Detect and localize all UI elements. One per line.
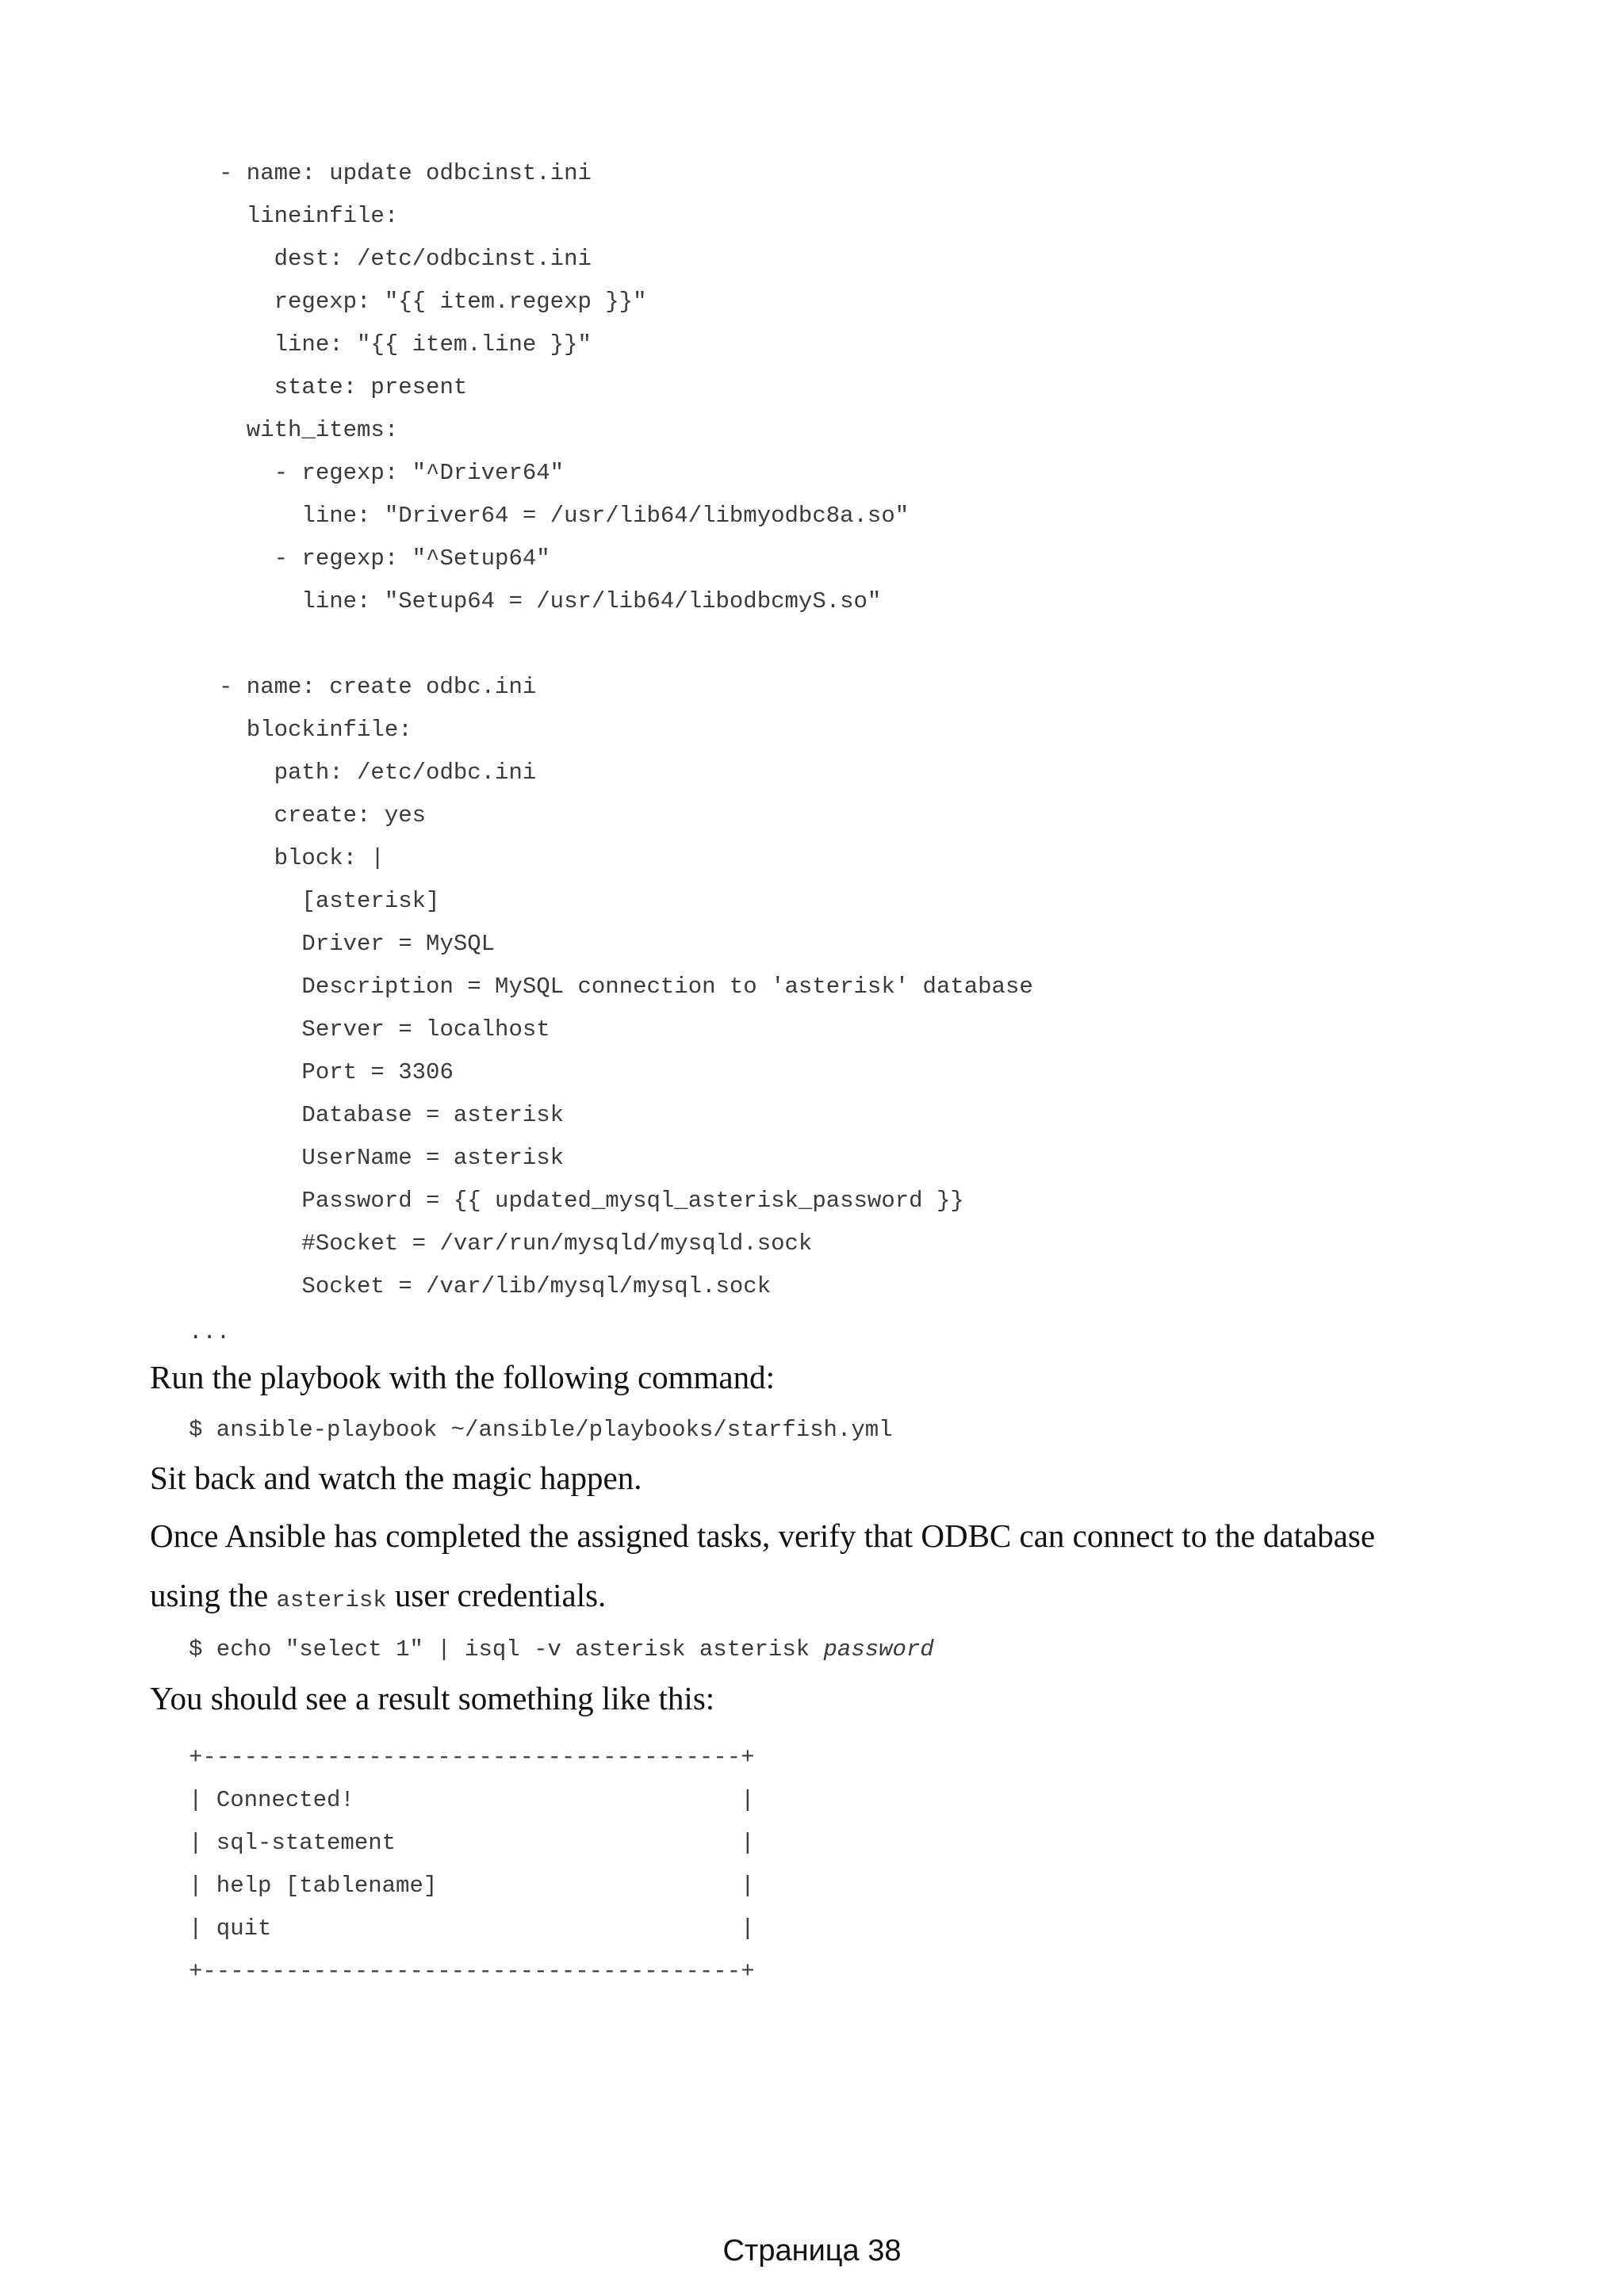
code-line: Driver = MySQL [219,931,496,957]
ansible-code-block [219,152,1033,1308]
page-number-footer: Страница 38 [722,2234,902,2267]
verify-prefix: using the [150,1577,277,1613]
code-line: blockinfile: [219,717,412,743]
result-line: | help [tablename] | [189,1873,755,1899]
isql-command-text: $ echo "select 1" | isql -v asterisk asterisk [189,1636,824,1663]
code-line: - name: update odbcinst.ini [219,160,592,186]
result-paragraph: You should see a result something like this: [150,1680,715,1716]
code-line: block: | [219,845,385,871]
result-line: | quit | [189,1915,755,1942]
code-line: state: present [219,374,468,400]
code-line [219,623,1033,666]
result-line: | sql-statement | [189,1830,755,1856]
code-line: line: "Driver64 = /usr/lib64/libmyodbc8a.so" [219,503,910,529]
code-line: UserName = asterisk [219,1145,565,1171]
verify-paragraph-line-1: Once Ansible has completed the assigned tasks, verify that ODBC can connect to the database [150,1517,1376,1554]
code-line: line: "Setup64 = /usr/lib64/libodbcmyS.so" [219,588,882,614]
code-line: regexp: "{{ item.regexp }}" [219,289,647,315]
sit-back-paragraph: Sit back and watch the magic happen. [150,1460,642,1496]
isql-command [189,1636,934,1663]
result-line: | Connected! | [189,1787,755,1813]
asterisk-inline-code: asterisk [276,1587,387,1613]
code-line: - regexp: "^Driver64" [219,460,565,486]
result-line: +---------------------------------------+ [189,1958,755,1984]
playbook-command: $ ansible-playbook ~/ansible/playbooks/starfish.yml [189,1417,893,1443]
code-ellipsis: ... [189,1319,231,1345]
isql-password-placeholder: password [823,1636,934,1663]
run-playbook-paragraph: Run the playbook with the following command: [150,1359,776,1395]
code-line: Description = MySQL connection to 'asterisk' database [219,974,1033,1000]
isql-result-box [189,1736,755,1993]
code-line: Socket = /var/lib/mysql/mysql.sock [219,1273,772,1299]
code-line: create: yes [219,802,427,828]
code-line: #Socket = /var/run/mysqld/mysqld.sock [219,1230,813,1257]
code-line: lineinfile: [219,203,399,229]
code-line: path: /etc/odbc.ini [219,760,537,786]
code-line: dest: /etc/odbcinst.ini [219,246,592,272]
code-line: - name: create odbc.ini [219,674,537,700]
code-line: Port = 3306 [219,1059,454,1085]
code-line: line: "{{ item.line }}" [219,331,592,358]
code-line: - regexp: "^Setup64" [219,545,550,572]
code-line: Database = asterisk [219,1102,565,1128]
code-line: with_items: [219,417,399,443]
result-line: +---------------------------------------+ [189,1744,755,1770]
code-line: Server = localhost [219,1016,550,1043]
verify-suffix: user credentials. [386,1577,607,1613]
code-line: Password = {{ updated_mysql_asterisk_password }} [219,1188,964,1214]
code-line: [asterisk] [219,888,440,914]
verify-paragraph-line-2 [150,1576,606,1614]
